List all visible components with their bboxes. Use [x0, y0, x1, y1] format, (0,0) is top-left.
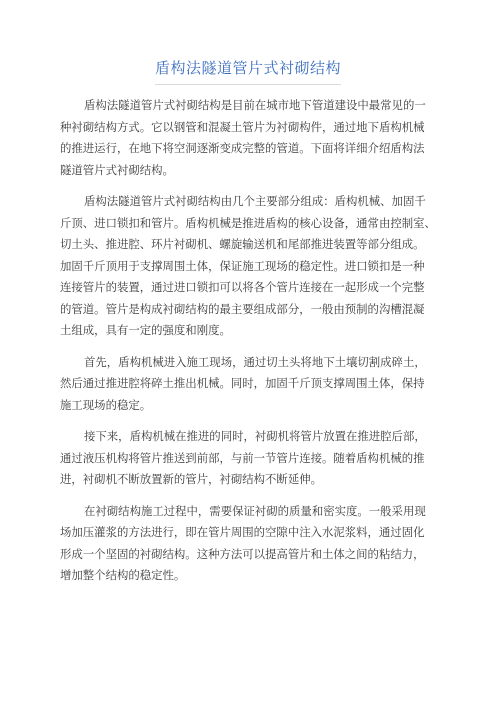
paragraph-3	[60, 352, 440, 417]
paragraph-4	[60, 426, 440, 491]
paragraph-line: 的管道。管片是构成衬砌结构的最主要组成部分，一般由预制的沟槽混凝	[60, 301, 425, 316]
paragraph-line: 种衬砌结构方式。它以钢管和混凝土管片为衬砌构件，通过地下盾构机械	[60, 119, 425, 134]
document-title: 盾构法隧道管片式衬砌结构	[155, 58, 341, 85]
paragraph-line: 接下来，盾构机械在推进的同时，衬砌机将管片放置在推进腔后部，	[84, 429, 426, 443]
paragraph-line: 的推进运行，在地下将空洞逐渐变成完整的管道。下面将详细介绍盾构法	[60, 141, 425, 155]
title-wrap	[0, 58, 496, 85]
paragraph-5	[60, 501, 440, 587]
paragraph-line: 首先，盾构机械进入施工现场，通过切土头将地下土壤切割成碎土，	[84, 354, 426, 369]
paragraph-line: 连接管片的装置，通过进口锁扣可以将各个管片连接在一起形成一个完整	[60, 280, 425, 294]
paragraph-line: 隧道管片式衬砌结构。	[60, 162, 174, 177]
paragraph-line: 形成一个坚固的衬砌结构。这种方法可以提高管片和土体之间的粘结力，	[60, 546, 425, 561]
paragraph-line: 在衬砌结构施工过程中，需要保证衬砌的质量和密实度。一般采用现	[84, 503, 426, 518]
paragraph-line: 施工现场的稳定。	[60, 397, 152, 412]
paragraph-2	[60, 191, 440, 342]
paragraph-line: 盾构法隧道管片式衬砌结构由几个主要部分组成：盾构机械、加固千	[84, 194, 426, 208]
paragraph-1	[60, 95, 440, 181]
paragraph-line: 盾构法隧道管片式衬砌结构是目前在城市地下管道建设中最常见的一	[84, 98, 426, 112]
paragraph-line: 然后通过推进腔将碎土推出机械。同时，加固千斤顶支撑周围土体，保持	[60, 376, 425, 390]
document-body	[60, 95, 440, 597]
paragraph-line: 斤顶、进口锁扣和管片。盾构机械是推进盾构的核心设备，通常由控制室、	[60, 215, 436, 230]
paragraph-line: 增加整个结构的稳定性。	[60, 568, 186, 582]
paragraph-line: 场加压灌浆的方法进行，即在管片周围的空隙中注入水泥浆料，通过固化	[60, 525, 425, 539]
paragraph-line: 通过液压机构将管片推送到前部，与前一节管片连接。随着盾构机械的推	[60, 450, 425, 465]
paragraph-line: 进，衬砌机不断放置新的管片，衬砌结构不断延伸。	[60, 472, 322, 486]
paragraph-line: 土组成，具有一定的强度和刚度。	[60, 323, 231, 337]
paragraph-line: 切土头、推进腔、环片衬砌机、螺旋输送机和尾部推进装置等部分组成。	[60, 237, 425, 251]
paragraph-line: 加固千斤顶用于支撑周围土体，保证施工现场的稳定性。进口锁扣是一种	[60, 258, 425, 273]
